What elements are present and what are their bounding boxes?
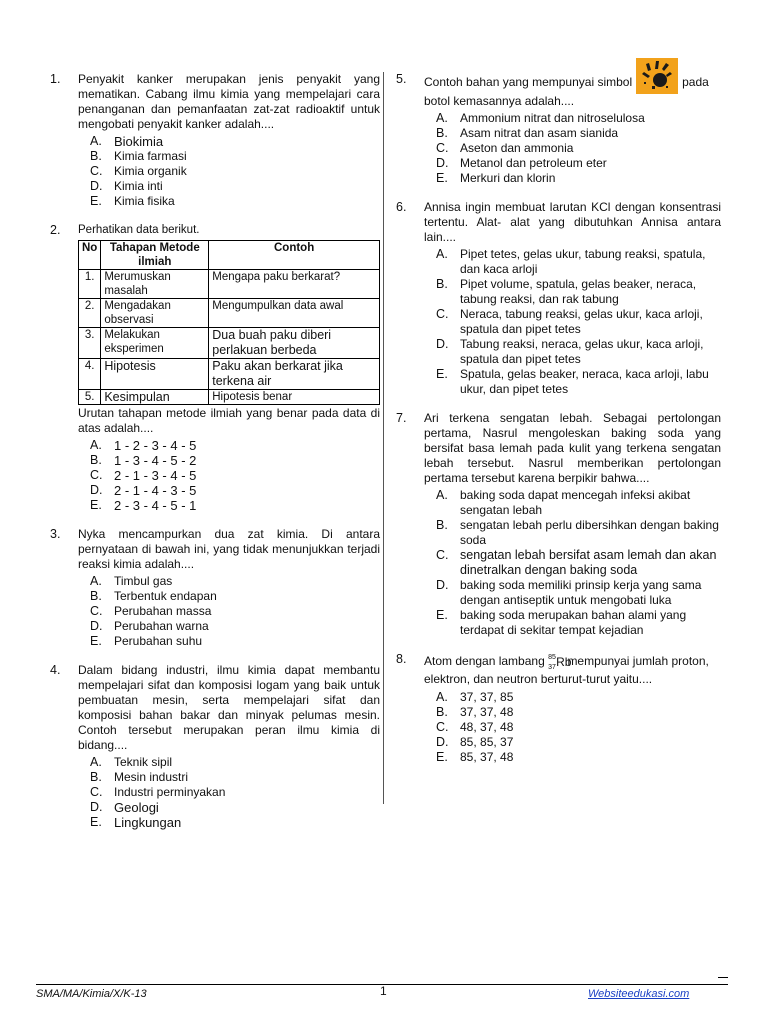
option-c[interactable]: C. Kimia organik	[90, 164, 187, 178]
option-e[interactable]: E. Merkuri dan klorin	[436, 171, 556, 185]
option-list	[424, 690, 721, 765]
option-a[interactable]: A. 1 - 2 - 3 - 4 - 5	[90, 438, 197, 453]
column-divider	[383, 72, 384, 804]
option-a[interactable]: A. Teknik sipil	[90, 755, 173, 769]
option-a[interactable]: A. Biokimia	[90, 134, 164, 149]
option-e[interactable]: E. Kimia fisika	[90, 194, 175, 208]
option-b[interactable]: B. Pipet volume, spatula, gelas beaker, neraca, tabung reaksi, dan rak tabung	[436, 277, 697, 306]
option-b[interactable]: B. Kimia farmasi	[90, 149, 187, 163]
option-list	[424, 488, 721, 638]
option-a[interactable]: A. Timbul gas	[90, 574, 173, 588]
footer-course-code: SMA/MA/Kimia/X/K-13	[36, 988, 147, 1000]
option-list	[78, 574, 380, 649]
question-number: 4.	[50, 663, 61, 677]
option-a[interactable]: A. Ammonium nitrat dan nitroselulosa	[436, 111, 645, 125]
question-number: 5.	[396, 72, 407, 86]
question-8	[396, 652, 721, 765]
footer-website-link[interactable]: Websiteedukasi.com	[588, 988, 690, 1000]
option-e[interactable]: E. 2 - 3 - 4 - 5 - 1	[90, 498, 197, 513]
option-c[interactable]: C. Perubahan massa	[90, 604, 212, 618]
option-c[interactable]: C. Industri perminyakan	[90, 785, 226, 799]
question-stem: Atom dengan lambang 85 37 Rb mempunyai jumlah proton, elektron, dan neutron berturut-turut yaitu....	[424, 654, 709, 686]
table-row: 4. Hipotesis Paku akan berkarat jika terkena air	[79, 359, 380, 390]
table-header-no: No	[79, 241, 101, 270]
option-c[interactable]: C. sengatan lebah bersifat asam lemah dan akan dinetralkan dengan baking soda	[436, 548, 717, 577]
option-a[interactable]: A. Pipet tetes, gelas ukur, tabung reaksi, spatula, dan kaca arloji	[436, 247, 706, 276]
option-e[interactable]: E. Perubahan suhu	[90, 634, 203, 648]
option-b[interactable]: B. sengatan lebah perlu dibersihkan dengan baking soda	[436, 518, 719, 547]
option-a[interactable]: A. baking soda dapat mencegah infeksi akibat sengatan lebah	[436, 488, 691, 517]
table-row: 2. Mengadakan observasi Mengumpulkan data awal	[79, 299, 380, 328]
rubidium-isotope-notation: 85 37 Rb	[548, 654, 572, 671]
option-d[interactable]: D. Perubahan warna	[90, 619, 209, 633]
question-number: 6.	[396, 200, 407, 214]
question-stem: Annisa ingin membuat larutan KCl dengan konsentrasi tertentu. Alat- alat yang dibutuhkan Annisa antara lain....	[424, 200, 721, 244]
option-c[interactable]: C. 2 - 1 - 3 - 4 - 5	[90, 468, 197, 483]
option-d[interactable]: D. Metanol dan petroleum eter	[436, 156, 607, 170]
left-column	[50, 72, 380, 844]
right-column	[396, 72, 721, 779]
option-list	[78, 438, 380, 513]
option-e[interactable]: E. Spatula, gelas beaker, neraca, kaca arloji, labu ukur, dan pipet tetes	[436, 367, 709, 396]
option-list	[78, 134, 380, 209]
footer-dash	[718, 977, 728, 978]
question-number: 3.	[50, 527, 61, 541]
option-d[interactable]: D. Kimia inti	[90, 179, 163, 193]
table-row: 3. Melakukan eksperimen Dua buah paku diberi perlakuan berbeda	[79, 328, 380, 359]
option-d[interactable]: D. Tabung reaksi, neraca, gelas ukur, kaca arloji, spatula dan pipet tetes	[436, 337, 704, 366]
table-header-example: Contoh	[209, 241, 380, 270]
question-2	[50, 223, 380, 513]
question-number: 7.	[396, 411, 407, 425]
question-4	[50, 663, 380, 830]
option-b[interactable]: B. Terbentuk endapan	[90, 589, 217, 603]
question-number: 8.	[396, 652, 407, 666]
option-d[interactable]: D. baking soda memiliki prinsip kerja yang sama dengan antiseptik untuk mengobati luka	[436, 578, 702, 607]
question-stem: Ari terkena sengatan lebah. Sebagai pertolongan pertama, Nasrul mengoleskan baking soda yang bersifat basa lemah pada kulit yang terkena sengatan lebah tersebut. Nasrul memberikan pertolongan pertama tersebut karena berpikir bahwa....	[424, 411, 721, 485]
question-stem: Urutan tahapan metode ilmiah yang benar pada data di atas adalah....	[78, 406, 380, 435]
question-7	[396, 411, 721, 638]
question-3	[50, 527, 380, 649]
option-d[interactable]: D. 85, 85, 37	[436, 735, 514, 749]
option-list	[424, 247, 721, 397]
table-row: 5. Kesimpulan Hipotesis benar	[79, 390, 380, 405]
option-e[interactable]: E. baking soda merupakan bahan alami yang terdapat di sekitar tempat kejadian	[436, 608, 687, 637]
question-number: 2.	[50, 223, 61, 237]
option-c[interactable]: C. Neraca, tabung reaksi, gelas ukur, kaca arloji, spatula dan pipet tetes	[436, 307, 703, 336]
option-b[interactable]: B. Asam nitrat dan asam sianida	[436, 126, 619, 140]
table-row: 1. Merumuskan masalah Mengapa paku berkarat?	[79, 270, 380, 299]
question-stem: Penyakit kanker merupakan jenis penyakit yang mematikan. Cabang ilmu kimia yang mempelajari cara penanganan dan pemanfaatan zat-zat radioaktif untuk mengobati penyakit kanker adalah....	[78, 72, 380, 131]
option-e[interactable]: E. Lingkungan	[90, 815, 182, 830]
option-list	[78, 755, 380, 830]
question-stem: Dalam bidang industri, ilmu kimia dapat membantu mempelajari sifat dan komposisi logam yang baik untuk pembuatan mesin, serta mempelajari sifat dan komposisi bahan bakar dan minyak pelumas mesin. Contoh tersebut merupakan peran ilmu kimia di bidang....	[78, 663, 380, 752]
option-c[interactable]: C. Aseton dan ammonia	[436, 141, 574, 155]
question-5	[396, 72, 721, 186]
question-stem: Contoh bahan yang mempunyai simbol pada botol kemasannya adalah....	[424, 72, 721, 109]
question-intro: Perhatikan data berikut.	[78, 224, 200, 236]
option-b[interactable]: B. Mesin industri	[90, 770, 189, 784]
question-1	[50, 72, 380, 209]
option-list	[424, 111, 721, 186]
option-b[interactable]: B. 1 - 3 - 4 - 5 - 2	[90, 453, 197, 468]
page-number: 1	[380, 984, 387, 998]
question-stem: Nyka mencampurkan dua zat kimia. Di antara pernyataan di bawah ini, yang tidak menunjukkan terjadi reaksi kimia adalah....	[78, 527, 380, 571]
option-c[interactable]: C. 48, 37, 48	[436, 720, 514, 734]
option-b[interactable]: B. 37, 37, 48	[436, 705, 514, 719]
question-6	[396, 200, 721, 397]
scientific-method-table	[78, 240, 380, 405]
explosive-hazard-icon	[636, 58, 678, 94]
option-a[interactable]: A. 37, 37, 85	[436, 690, 514, 704]
option-d[interactable]: D. Geologi	[90, 800, 159, 815]
table-header-step: Tahapan Metode ilmiah	[101, 241, 209, 270]
question-number: 1.	[50, 72, 61, 86]
option-e[interactable]: E. 85, 37, 48	[436, 750, 514, 764]
option-d[interactable]: D. 2 - 1 - 4 - 3 - 5	[90, 483, 197, 498]
